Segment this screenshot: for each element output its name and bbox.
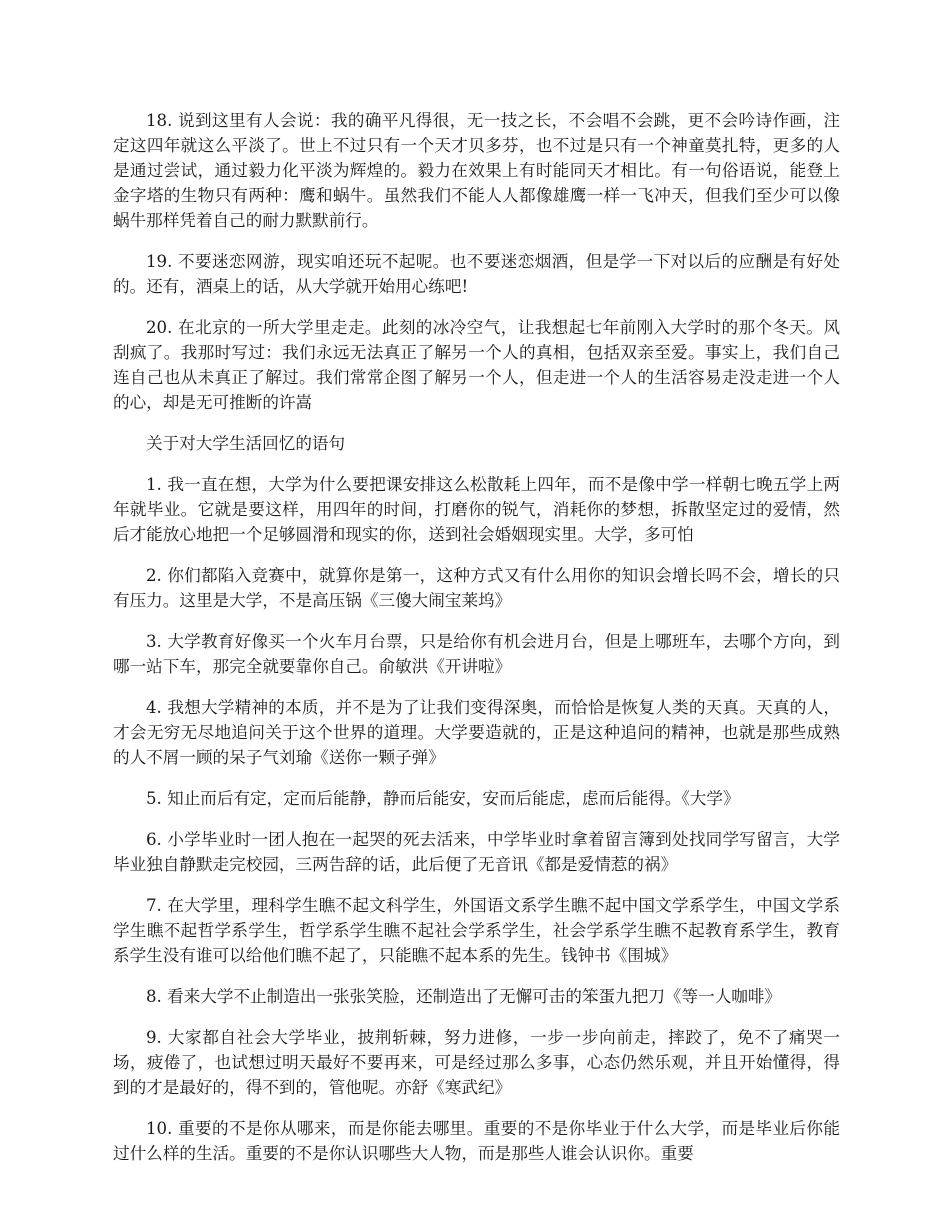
paragraph-3: 3. 大学教育好像买一个火车月台票，只是给你有机会进月台，但是上哪班车，去哪个方向，到哪一站下车，那完全就要靠你自己。俞敏洪《开讲啦》 <box>113 632 840 676</box>
paragraph-8: 8. 看来大学不止制造出一张张笑脸，还制造出了无懈可击的笨蛋九把刀《等一人咖啡》 <box>146 987 782 1006</box>
paragraph-10: 10. 重要的不是你从哪来，而是你能去哪里。重要的不是你毕业于什么大学，而是毕业后你能过什么样的生活。重要的不是你认识哪些大人物，而是那些人谁会认识你。重要 <box>113 1119 840 1163</box>
section-heading: 关于对大学生活回忆的语句 <box>146 434 346 453</box>
paragraph-2: 2. 你们都陷入竞赛中，就算你是第一，这种方式又有什么用你的知识会增长吗不会，增长的只有压力。这里是大学，不是高压锅《三傻大闹宝莱坞》 <box>113 566 840 610</box>
paragraph-20: 20. 在北京的一所大学里走走。此刻的冰冷空气，让我想起七年前刚入大学时的那个冬天。风刮疯了。我那时写过：我们永远无法真正了解另一个人的真相，包括双亲至爱。事实上，我们自己连自己也从未真正了解过。我们常常企图了解另一个人，但走进一个人的生活容易走没走进一个人的心，却是无可推断的许嵩 <box>113 318 840 412</box>
document-page <box>113 108 840 1182</box>
paragraph-6: 6. 小学毕业时一团人抱在一起哭的死去活来，中学毕业时拿着留言簿到处找同学写留言，大学毕业独自静默走完校园，三两告辞的话，此后便了无音讯《都是爱情惹的祸》 <box>113 830 840 874</box>
paragraph-4: 4. 我想大学精神的本质，并不是为了让我们变得深奥，而恰恰是恢复人类的天真。天真的人，才会无穷无尽地追问关于这个世界的道理。大学要造就的，正是这种追问的精神，也就是那些成熟的人不屑一顾的呆子气刘瑜《送你一颗子弹》 <box>113 698 840 767</box>
paragraph-5: 5. 知止而后有定，定而后能静，静而后能安，安而后能虑，虑而后能得。《大学》 <box>146 789 740 808</box>
paragraph-9: 9. 大家都自社会大学毕业，披荆斩棘，努力进修，一步一步向前走，摔跤了，免不了痛哭一场，疲倦了，也试想过明天最好不要再来，可是经过那么多事，心态仍然乐观，并且开始懂得，得到的才是最好的，得不到的，管他呢。亦舒《寒武纪》 <box>113 1028 840 1097</box>
paragraph-1: 1. 我一直在想，大学为什么要把课安排这么松散耗上四年，而不是像中学一样朝七晚五学上两年就毕业。它就是要这样，用四年的时间，打磨你的锐气，消耗你的梦想，拆散坚定过的爱情，然后才能放心地把一个足够圆滑和现实的你，送到社会婚姻现实里。大学，多可怕 <box>113 475 840 544</box>
paragraph-19: 19. 不要迷恋网游，现实咱还玩不起呢。也不要迷恋烟酒，但是学一下对以后的应酬是有好处的。还有，酒桌上的话，从大学就开始用心练吧! <box>113 252 840 296</box>
paragraph-7: 7. 在大学里，理科学生瞧不起文科学生，外国语文系学生瞧不起中国文学系学生，中国文学系学生瞧不起哲学系学生，哲学系学生瞧不起社会学系学生，社会学系学生瞧不起教育系学生，教育系学生没有谁可以给他们瞧不起了，只能瞧不起本系的先生。钱钟书《围城》 <box>113 896 840 965</box>
paragraph-18: 18. 说到这里有人会说：我的确平凡得很，无一技之长，不会唱不会跳，更不会吟诗作画，注定这四年就这么平淡了。世上不过只有一个天才贝多芬，也不过是只有一个神童莫扎特，更多的人是通过尝试，通过毅力化平淡为辉煌的。毅力在效果上有时能同天才相比。有一句俗语说，能登上金字塔的生物只有两种：鹰和蜗牛。虽然我们不能人人都像雄鹰一样一飞冲天，但我们至少可以像蜗牛那样凭着自己的耐力默默前行。 <box>113 111 840 230</box>
